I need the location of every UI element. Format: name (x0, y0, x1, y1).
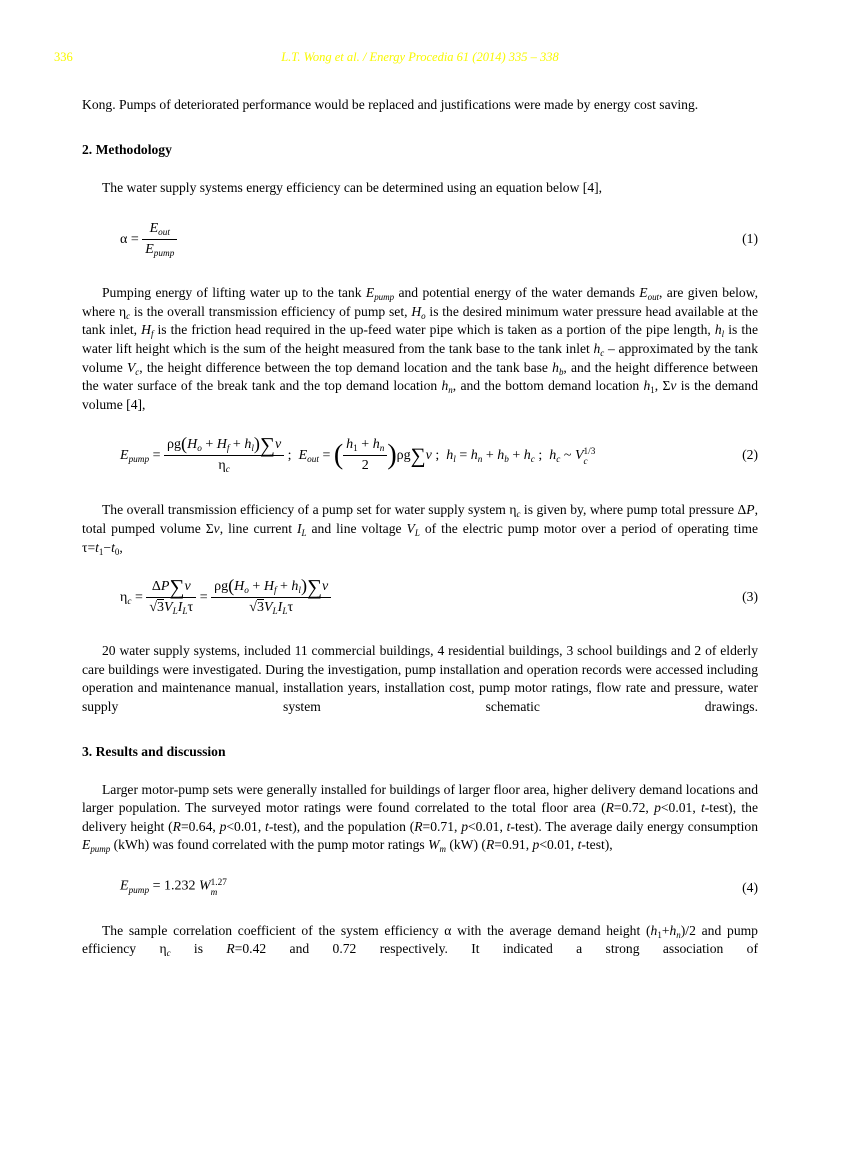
section-heading-methodology: 2. Methodology (82, 141, 172, 157)
equation-1 (82, 211, 758, 267)
equation-2-content: $E_{pump}$ = $\frac{\rho g(H_o + H_f + h_l)\sum v}{\eta_c}$ ; $E_{out}$ = ( $\frac{h_1 + h_n}{2}$ )ρg∑v ; $h_l = h_n + h_b + h_c$ ; $h_c$ ~ V 1/3 c (120, 432, 596, 475)
equation-2-number: (2) (742, 447, 758, 463)
paragraph-methodology-intro: The water supply systems energy efficiency can be determined using an equation below [4], (102, 179, 603, 195)
equation-4-number: (4) (742, 879, 758, 895)
running-head-citation: L.T. Wong et al. / Energy Procedia 61 (2014) 335 – 338 (281, 50, 559, 64)
page-number: 336 (54, 50, 73, 64)
equation-3-number: (3) (742, 589, 758, 605)
paragraph-correlation: The sample correlation coefficient of the system efficiency α with the average demand height $(h_1+h_n)/2$ and pump efficiency $\eta_c$ is R=0.42 and 0.72 respectively. It indicated a strong association of (82, 922, 758, 959)
equation-4-content: $E_{pump} = 1.232$ W 1.27 m (120, 877, 227, 897)
equation-3-content: $\eta_c$ = $\frac{\Delta P\sum v}{√3V_LI_L\tau}$ = $\frac{\rho g(H_o + H_f + h_l)\sum v}{√3V_LI_L\tau}$ (120, 579, 331, 616)
paragraph-results: Larger motor-pump sets were generally installed for buildings of larger floor area, higher delivery demand locations and larger population. The surveyed motor ratings were found correlated to the total floor area (R=0.72, p<0.01, t-test), the delivery height (R=0.64, p<0.01, t-test), and the population (R=0.71, p<0.01, t-test). The average daily energy consumption $E_{pump}$ (kWh) was found correlated with the pump motor ratings $W_m$ (kW) (R=0.91, p<0.01, t-test), (82, 781, 758, 855)
paragraph-pumping-energy: Pumping energy of lifting water up to the tank $E_{pump}$ and potential energy of the water demands $E_{out}$, are given below, where $\eta_c$ is the overall transmission efficiency of pump set, $H_o$ is the desired minimum water pressure head available at the tank inlet, $H_f$ is the friction head required in the up-feed water pipe which is taken as a portion of the pipe length, $h_l$ is the water lift height which is the sum of the height measured from the tank base to the tank inlet $h_c$ – approximated by the tank volume $V_c$, the height difference between the top demand location and the tank base $h_b$, and the height difference between the water surface of the break tank and the top demand location $h_n$, and the bottom demand location $h_1$, Σv is the demand volume [4], (82, 285, 759, 412)
section-heading-results: 3. Results and discussion (82, 743, 226, 759)
page-header (54, 50, 758, 66)
paragraph-survey: 20 water supply systems, included 11 commercial buildings, 4 residential buildings, 3 school buildings and 2 of elderly care buildings were investigated. During the investigation, pump installation and operation records were accessed including operation and maintenance manual, installation years, installation cost, pump motor ratings, flow rate and pressure, water supply system schematic drawings. (82, 643, 758, 714)
paragraph-transmission-efficiency: The overall transmission efficiency of a pump set for water supply system $\eta_c$ is given by, where pump total pressure ΔP, total pumped volume Σv, line current $I_L$ and line voltage $V_L$ of the electric pump motor over a period of operating time $\tau=t_1-t_0$, (82, 502, 758, 557)
paragraph-continuation: Kong. Pumps of deteriorated performance would be replaced and justifications were made by energy cost saving. (82, 97, 699, 112)
equation-1-number: (1) (742, 231, 758, 247)
equation-4 (82, 871, 758, 905)
equation-2 (82, 426, 758, 484)
equation-3 (82, 569, 758, 625)
equation-1-content: α = $\frac{E_{out}}{E_{pump}}$ (120, 221, 177, 258)
